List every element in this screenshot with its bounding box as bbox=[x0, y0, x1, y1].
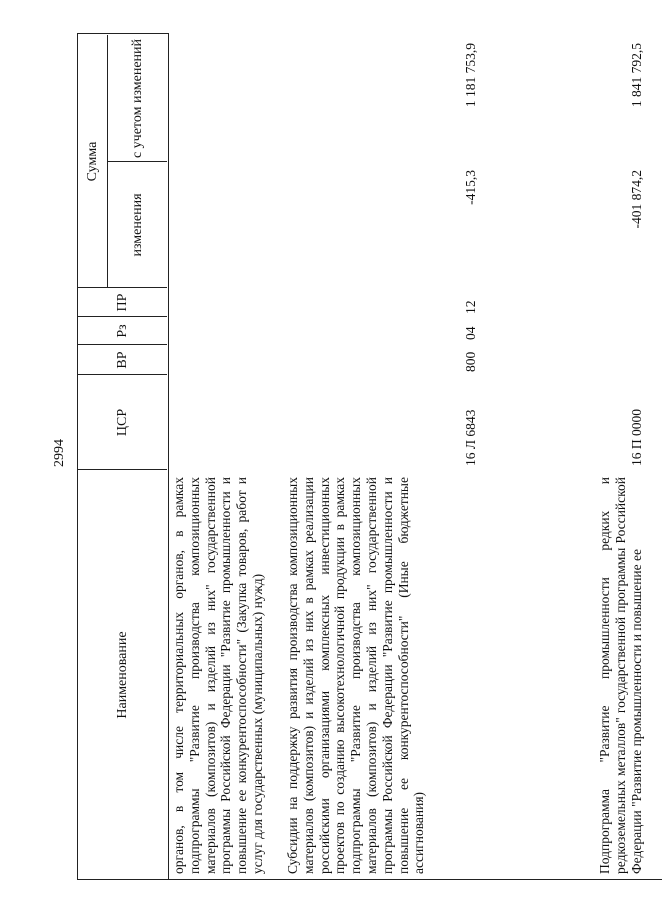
row-2-csr: 16 П 0000 bbox=[629, 409, 644, 466]
table-left-border bbox=[167, 879, 662, 880]
row-2-name: Подпрограмма "Развитие промышленности редких и редкоземельных металлов" государственной программы Российской Федерации "Развитие промышленности и повышение ее bbox=[597, 477, 644, 874]
row-1-csr: 16 Л 6843 bbox=[463, 409, 478, 466]
header-pr: ПР bbox=[114, 293, 130, 312]
header-vr: ВР bbox=[114, 351, 130, 369]
header-name: Наименование bbox=[114, 631, 130, 719]
row-1-change: -415,3 bbox=[463, 170, 478, 205]
row-2-with-change: 1 841 792,5 bbox=[629, 43, 644, 108]
row-1-pr: 12 bbox=[463, 300, 478, 314]
header-sum: Сумма bbox=[84, 141, 100, 182]
rotated-table bbox=[77, 35, 662, 880]
header-with-change: с учетом изменений bbox=[129, 38, 145, 159]
row-2-change: -401 874,2 bbox=[629, 170, 644, 229]
page-number: 2994 bbox=[52, 439, 67, 467]
row-1-name: Субсидии на поддержку развития производства композиционных материалов (композитов) и изделий из них в рамках реализации российскими организациями комплексных инвестиционных проектов по созданию высокотехнологичной продукции в рамках подпрограммы "Развитие производства композиционных материалов (композитов) и изделий из них" государственной программы Российской Федерации "Развитие промышленности и повышение ее конкурентоспособности" (Иные бюджетные ассигнования) bbox=[285, 477, 427, 874]
row-1-with-change: 1 181 753,9 bbox=[463, 43, 478, 108]
header-rz: Рз bbox=[114, 324, 130, 338]
header-csr: ЦСР bbox=[114, 408, 130, 437]
row-1-rz: 04 bbox=[463, 326, 478, 340]
header-change: изменения bbox=[129, 193, 145, 257]
row-1-vr: 800 bbox=[463, 351, 478, 372]
row-0-name: органов, в том числе территориальных органов, в рамках подпрограммы "Развитие производства композиционных материалов (композитов) и изделий из них" государственной программы Российской Федерации "Развитие промышленности и повышение ее конкурентоспособности" (Закупка товаров, работ и услуг для государственных (муниципальных) нужд) bbox=[171, 477, 265, 874]
